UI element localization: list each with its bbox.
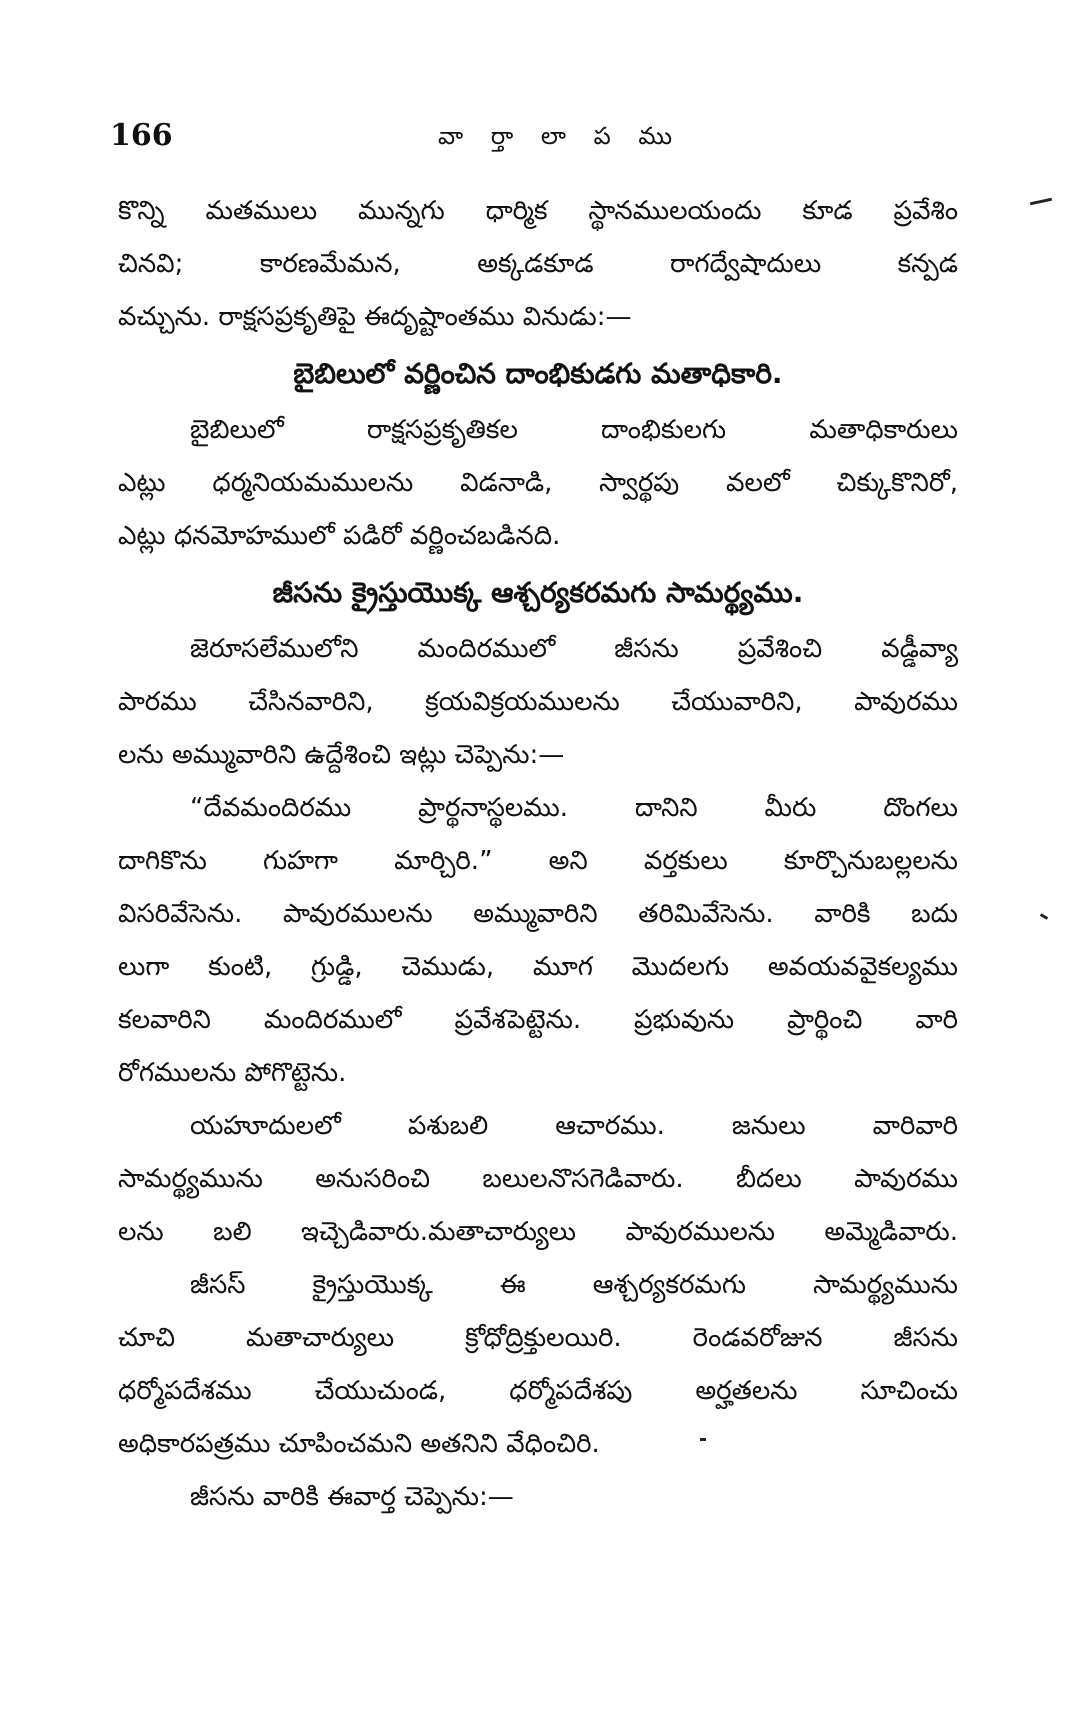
text-line: జెరూసలేములోని మందిరములో జీసను ప్రవేశించి వడ్డీవ్యా <box>190 634 958 664</box>
text-line: యహూదులలో పశుబలి ఆచారము. జనులు వారివారి <box>190 1111 958 1141</box>
paragraph <box>118 1100 958 1259</box>
text-line: లుగా కుంటి, గ్రుడ్డి, చెముడు, మూగ మొదలగు అవయవవైకల్యము <box>118 952 958 982</box>
section-heading: బైబిలులో వర్ణించిన దాంభికుడగు మతాధికారి. <box>293 357 783 390</box>
text-line: చినవి; కారణమేమన, అక్కడకూడ రాగద్వేషాదులు కన్పడ <box>118 249 958 279</box>
page-body <box>118 185 958 1524</box>
text-line: విసరివేసెను. పావురములను అమ్మువారిని తరిమివేసెను. వారికి బదు <box>118 899 958 929</box>
text-line: “దేవమందిరము ప్రార్థనాస్థలము. దానిని మీరు దొంగలు <box>190 793 958 823</box>
text-line: ధర్మోపదేశము చేయుచుండ, ధర్మోపదేశపు అర్హతలను సూచించు <box>118 1376 958 1406</box>
scan-mark <box>1030 198 1052 206</box>
text-line: జీసస్ క్రైస్తుయొక్క ఈ ఆశ్చర్యకరమగు సామర్థ్యమును <box>190 1270 958 1300</box>
text-line: ఎట్లు ధర్మనియమములను విడనాడి, స్వార్థపు వలలో చిక్కుకొనిరో, <box>118 468 958 498</box>
section-heading: జీసను క్రైస్తుయొక్క ఆశ్చర్యకరమగు సామర్థ్యము. <box>272 576 804 609</box>
scan-mark <box>700 1438 706 1441</box>
text-line: కలవారిని మందిరములో ప్రవేశపెట్టెను. ప్రభువును ప్రార్థించి వారి <box>118 1005 958 1035</box>
text-line: చూచి మతాచార్యులు క్రోధోద్రిక్తులయిరి. రెండవరోజున జీసను <box>118 1323 958 1353</box>
paragraph <box>118 623 958 782</box>
text-line: పారము చేసినవారిని, క్రయవిక్రయములను చేయువారిని, పావురము <box>118 687 958 717</box>
text-line: కొన్ని మతములు మున్నగు ధార్మిక స్థానములయందు కూడ ప్రవేశిం <box>118 196 958 226</box>
running-title: వా ర్తా లా ప ము <box>437 122 683 150</box>
text-line: రోగములను పోగొట్టెను. <box>118 1058 347 1088</box>
text-line: లను బలి ఇచ్చెడివారు.మతాచార్యులు పావురములను అమ్మెడివారు. <box>118 1217 958 1247</box>
paragraph <box>118 1259 958 1471</box>
paragraph <box>118 1471 958 1524</box>
paragraph <box>118 404 958 563</box>
text-line: సామర్థ్యమును అనుసరించి బలులనొసగెడివారు. బీదలు పావురము <box>118 1164 958 1194</box>
text-line: వచ్చును. రాక్షసప్రకృతిపై ఈదృష్టాంతము వినుడు:— <box>118 302 632 332</box>
paragraph <box>118 782 958 1100</box>
text-line: దాగికొను గుహగా మార్చిరి.” అని వర్తకులు కూర్చొనుబల్లలను <box>118 846 958 876</box>
page-header <box>110 118 960 168</box>
text-line: ఎట్లు ధనమోహములో పడిరో వర్ణించబడినది. <box>118 521 561 551</box>
text-line: అధికారపత్రము చూపించమని అతనిని వేధించిరి. <box>118 1429 600 1459</box>
text-line: బైబిలులో రాక్షసప్రకృతికల దాంభికులగు మతాధికారులు <box>190 415 958 445</box>
text-line: జీసను వారికి ఈవార్త చెప్పెను:— <box>190 1482 514 1512</box>
intro-paragraph <box>118 185 958 344</box>
page-number: 166 <box>110 118 173 153</box>
scan-mark <box>1040 913 1048 920</box>
text-line: లను అమ్మువారిని ఉద్దేశించి ఇట్లు చెప్పెను:— <box>118 740 565 770</box>
